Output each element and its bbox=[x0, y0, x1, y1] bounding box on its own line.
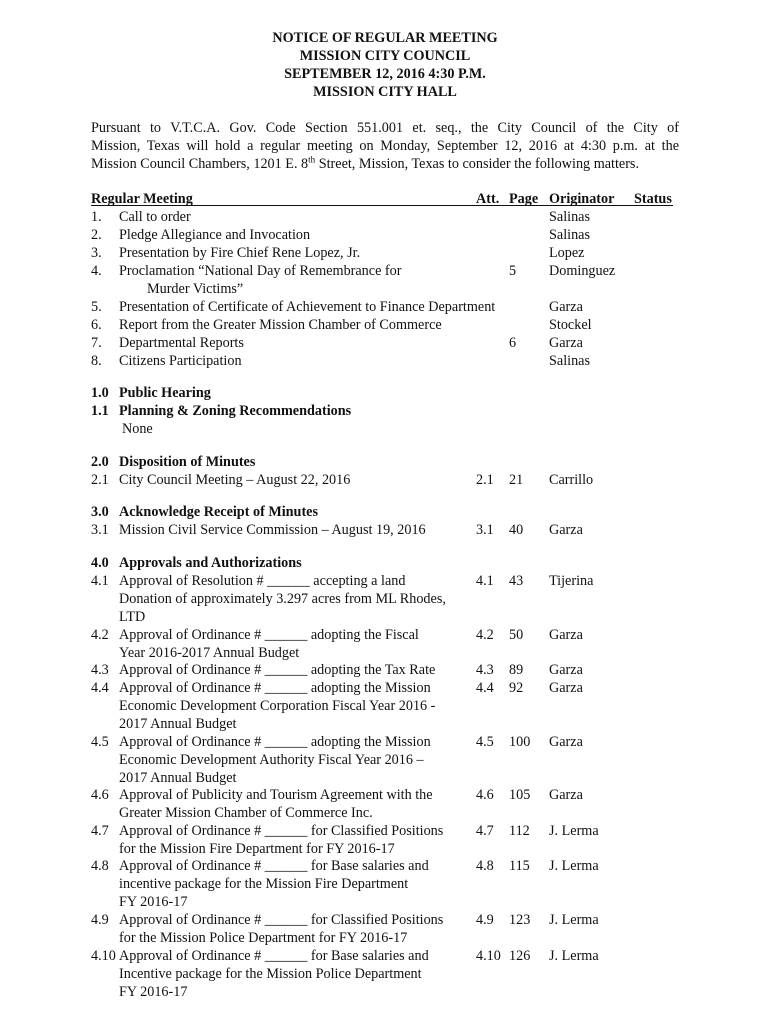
intro-line: Pursuant to V.T.C.A. Gov. Code Section 551.001 et. seq., the City Council of the City of bbox=[91, 120, 679, 136]
col-page: Page bbox=[509, 191, 539, 207]
section-heading: 3.0 Acknowledge Receipt of Minutes bbox=[91, 504, 318, 520]
agenda-item-continued: Donation of approximately 3.297 acres from ML Rhodes, bbox=[119, 591, 446, 607]
agenda-item: 4.4 Approval of Ordinance # ______ adopting the Mission 4.4 92 Garza bbox=[91, 680, 583, 696]
agenda-item-continued: LTD bbox=[119, 609, 146, 625]
col-att: Att. bbox=[476, 191, 500, 207]
agenda-item-continued: 2017 Annual Budget bbox=[119, 770, 237, 786]
section-heading: 1.1 Planning & Zoning Recommendations bbox=[91, 403, 352, 419]
intro-line: Mission, Texas will hold a regular meeting on Monday, September 12, 2016 at 4:30 p.m. at the bbox=[91, 138, 679, 154]
agenda-item-continued: for the Mission Fire Department for FY 2016-17 bbox=[119, 841, 395, 857]
intro-line: Mission Council Chambers, 1201 E. 8th Street, Mission, Texas to consider the following matters. bbox=[91, 154, 639, 172]
intro-paragraph bbox=[91, 119, 679, 173]
header-underline bbox=[91, 205, 673, 206]
agenda-item-continued: Incentive package for the Mission Police Department bbox=[119, 966, 422, 982]
agenda-item-continued: Economic Development Authority Fiscal Year 2016 – bbox=[119, 752, 424, 768]
list-item: 2. Pledge Allegiance and Invocation Salinas bbox=[91, 227, 590, 243]
agenda-item: 3.1 Mission Civil Service Commission – August 19, 2016 3.1 40 Garza bbox=[91, 522, 583, 538]
section-heading: 1.0 Public Hearing bbox=[91, 385, 211, 401]
agenda-item: 4.9 Approval of Ordinance # ______ for Classified Positions 4.9 123 J. Lerma bbox=[91, 912, 599, 928]
agenda-item: 4.2 Approval of Ordinance # ______ adopting the Fiscal 4.2 50 Garza bbox=[91, 627, 583, 643]
agenda-item: 2.1 City Council Meeting – August 22, 2016 2.1 21 Carrillo bbox=[91, 472, 594, 488]
col-status: Status bbox=[634, 191, 672, 207]
section-heading: 2.0 Disposition of Minutes bbox=[91, 454, 256, 470]
meeting-date: SEPTEMBER 12, 2016 4:30 P.M. bbox=[284, 66, 486, 82]
section-heading-regular: Regular Meeting bbox=[91, 191, 193, 207]
agenda-item-continued: FY 2016-17 bbox=[119, 984, 188, 1000]
agenda-item-continued: incentive package for the Mission Fire Department bbox=[119, 876, 409, 892]
col-originator: Originator bbox=[549, 191, 615, 207]
agenda-item-continued: Greater Mission Chamber of Commerce Inc. bbox=[119, 805, 373, 821]
none-note: None bbox=[122, 421, 153, 437]
agenda-item: 4.3 Approval of Ordinance # ______ adopting the Tax Rate 4.3 89 Garza bbox=[91, 662, 583, 678]
agenda-item-continued: Economic Development Corporation Fiscal Year 2016 - bbox=[119, 698, 436, 714]
list-item: 3. Presentation by Fire Chief Rene Lopez, Jr. Lopez bbox=[91, 245, 585, 261]
agenda-item-continued: FY 2016-17 bbox=[119, 894, 188, 910]
agenda-item: 4.6 Approval of Publicity and Tourism Agreement with the 4.6 105 Garza bbox=[91, 787, 583, 803]
notice-title: NOTICE OF REGULAR MEETING bbox=[272, 30, 498, 46]
agenda-item: 4.1 Approval of Resolution # ______ accepting a land 4.1 43 Tijerina bbox=[91, 573, 594, 589]
list-item-continued: Murder Victims” bbox=[147, 281, 244, 297]
list-item: 8. Citizens Participation Salinas bbox=[91, 353, 590, 369]
meeting-location: MISSION CITY HALL bbox=[313, 84, 457, 100]
list-item: 4. Proclamation “National Day of Remembrance for 5 Dominguez bbox=[91, 263, 616, 279]
agenda-item: 4.5 Approval of Ordinance # ______ adopting the Mission 4.5 100 Garza bbox=[91, 734, 583, 750]
agenda-item-continued: Year 2016-2017 Annual Budget bbox=[119, 645, 300, 661]
list-item: 1. Call to order Salinas bbox=[91, 209, 590, 225]
agenda-item: 4.10 Approval of Ordinance # ______ for Base salaries and 4.10 126 J. Lerma bbox=[91, 948, 599, 964]
list-item: 5. Presentation of Certificate of Achievement to Finance Department Garza bbox=[91, 299, 583, 315]
section-heading: 4.0 Approvals and Authorizations bbox=[91, 555, 302, 571]
agenda-item: 4.8 Approval of Ordinance # ______ for Base salaries and 4.8 115 J. Lerma bbox=[91, 858, 599, 874]
list-item: 6. Report from the Greater Mission Chamber of Commerce Stockel bbox=[91, 317, 592, 333]
agenda-item: 4.7 Approval of Ordinance # ______ for Classified Positions 4.7 112 J. Lerma bbox=[91, 823, 599, 839]
list-item: 7. Departmental Reports 6 Garza bbox=[91, 335, 583, 351]
agenda-item-continued: 2017 Annual Budget bbox=[119, 716, 237, 732]
agenda-item-continued: for the Mission Police Department for FY 2016-17 bbox=[119, 930, 408, 946]
council-name: MISSION CITY COUNCIL bbox=[299, 48, 471, 64]
